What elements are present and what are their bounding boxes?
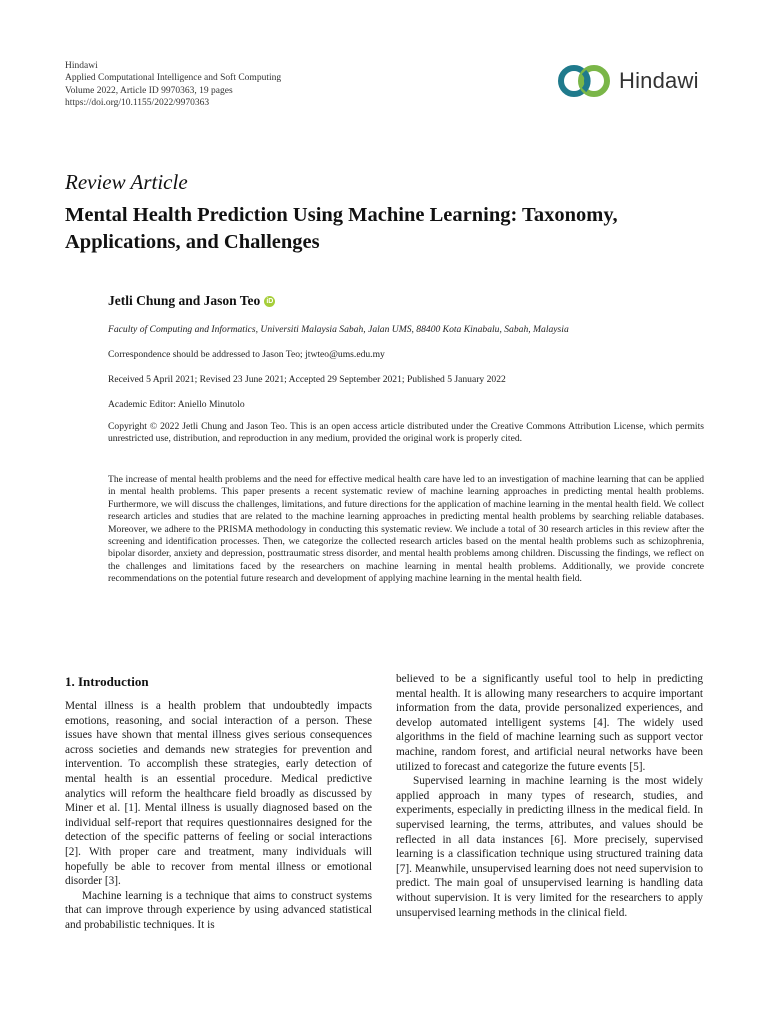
journal-name: Applied Computational Intelligence and Soft Computing <box>65 73 282 84</box>
paragraph: Machine learning is a technique that aims to construct systems that can improve through experience by using advanced statistical and probabilistic techniques. It is <box>65 889 372 931</box>
paragraph: Mental illness is a health problem that undoubtedly impacts emotions, reasoning, and social interaction of a person. These issues have shown that mental illness gives serious consequences across societies and demands new strategies for prevention and intervention. To accomplish these strategies, early detection of mental health is an essential procedure. Medical predictive analytics will reform the healthcare field broadly as discussed by Miner et al. [1]. Mental illness is usually diagnosed based on the individual self-report that requires questionnaires designed for the detection of the specific patterns of feeling or social interactions [2]. With proper care and treatment, many individuals will hopefully be able to recover from mental illness or emotional disorder [3]. <box>65 700 372 888</box>
academic-editor: Academic Editor: Aniello Minutolo <box>108 399 245 410</box>
affiliation: Faculty of Computing and Informatics, Universiti Malaysia Sabah, Jalan UMS, 88400 Kota Kinabalu, Sabah, Malaysia <box>108 324 569 335</box>
correspondence: Correspondence should be addressed to Jason Teo; jtwteo@ums.edu.my <box>108 349 385 360</box>
paragraph: believed to be a significantly useful tool to help in predicting mental health. It is allowing many researchers to acquire important information from the data, provide personalized experiences, and develop automated intelligent systems [4]. The widely used algorithms in the field of machine learning such as support vector machine, random forest, and artificial neural networks have been utilized to forecast and categorize the future events [5]. <box>396 673 703 773</box>
orcid-icon[interactable]: iD <box>266 297 274 305</box>
logo-text: Hindawi <box>619 68 699 93</box>
right-column <box>396 672 703 920</box>
journal-header <box>65 60 281 109</box>
publication-dates: Received 5 April 2021; Revised 23 June 2021; Accepted 29 September 2021; Published 5 January 2022 <box>108 374 506 385</box>
doi-link[interactable]: https://doi.org/10.1155/2022/9970363 <box>65 97 210 108</box>
hindawi-logo-icon <box>557 64 613 98</box>
paper-title: Mental Health Prediction Using Machine Learning: Taxonomy, Applications, and Challenges <box>65 204 618 253</box>
section-heading: 1. Introduction <box>65 674 149 689</box>
author-line <box>108 293 275 309</box>
paragraph: Supervised learning in machine learning is the most widely applied approach in many types of research, studies, and experiments, especially in predicting illness in the medical field. In supervised learning, the terms, attributes, and values should be reflected in all data instances [6]. More precisely, supervised learning is a classification technique using structured training data [7]. Meanwhile, unsupervised learning does not need supervision to predict. The main goal of unsupervised learning is handling data without supervision. It is very limited for the researchers to apply unsupervised learning methods in the clinical field. <box>396 775 703 919</box>
publisher-name: Hindawi <box>65 61 98 71</box>
hindawi-logo <box>557 62 707 100</box>
authors: Jetli Chung and Jason Teo <box>108 293 261 308</box>
left-column <box>65 699 372 933</box>
article-type: Review Article <box>65 170 188 194</box>
copyright-notice: Copyright © 2022 Jetli Chung and Jason Teo. This is an open access article distributed under the Creative Commons Attribution License, which permits unrestricted use, distribution, and reproduction in any medium, provided the original work is properly cited. <box>108 421 704 445</box>
abstract: The increase of mental health problems and the need for effective medical health care have led to an investigation of machine learning that can be applied in mental health problems. This paper presents a recent systematic review of machine learning approaches in predicting mental health problems. Furthermore, we will discuss the challenges, limitations, and future directions for the application of machine learning in the mental health field. We collect research articles and studies that are related to the machine learning approaches in predicting mental health problems by searching reliable databases. Moreover, we adhere to the PRISMA methodology in conducting this systematic review. We include a total of 30 research articles in this review after the screening and identification processes. Then, we categorize the collected research articles based on the mental health problems such as schizophrenia, bipolar disorder, anxiety and depression, posttraumatic stress disorder, and mental health problems among children. Discussing the findings, we reflect on the challenges and limitations faced by the researchers on machine learning in mental health problems. Additionally, we provide concrete recommendations on the potential future research and development of applying machine learning in the mental health field. <box>108 474 704 585</box>
volume-info: Volume 2022, Article ID 9970363, 19 pages <box>65 85 233 96</box>
